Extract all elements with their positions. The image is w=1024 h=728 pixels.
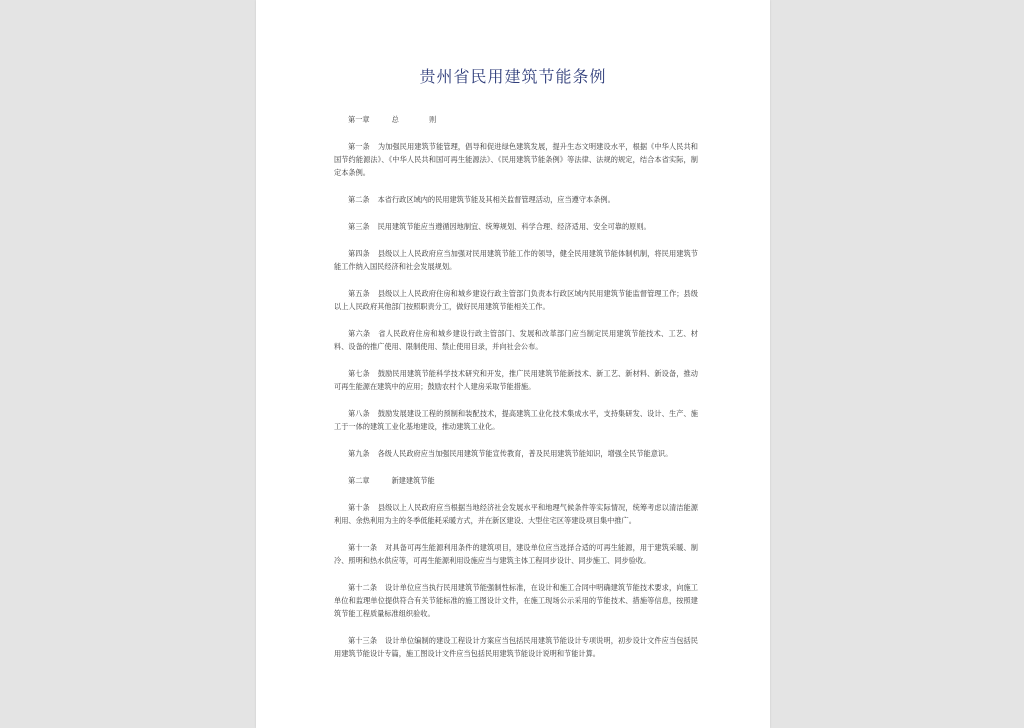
article-number: 第五条 bbox=[348, 289, 370, 298]
article-text: 本省行政区域内的民用建筑节能及其相关监督管理活动，应当遵守本条例。 bbox=[377, 195, 615, 204]
article bbox=[334, 541, 698, 567]
article-number: 第六条 bbox=[348, 329, 371, 338]
article-text: 鼓励发展建设工程的预制和装配技术，提高建筑工业化技术集成水平，支持集研发、设计、生产、施工于一体的建筑工业化基地建设，推动建筑工业化。 bbox=[334, 409, 698, 431]
document-page bbox=[256, 0, 770, 728]
article-number: 第九条 bbox=[348, 449, 370, 458]
document-title: 贵州省民用建筑节能条例 bbox=[419, 67, 607, 86]
article-text: 各级人民政府应当加强民用建筑节能宣传教育，普及民用建筑节能知识，增强全民节能意识。 bbox=[377, 449, 673, 458]
article bbox=[334, 247, 698, 273]
article bbox=[334, 407, 698, 433]
article-number: 第十三条 bbox=[348, 636, 378, 645]
article-number: 第十二条 bbox=[348, 583, 378, 592]
article bbox=[334, 327, 698, 353]
chapter-name: 总 则 bbox=[391, 115, 451, 124]
article-number: 第七条 bbox=[348, 369, 370, 378]
article-number: 第一条 bbox=[348, 142, 370, 151]
article bbox=[334, 287, 698, 313]
article-text: 设计单位编制的建设工程设计方案应当包括民用建筑节能设计专项说明，初步设计文件应当包括民用建筑节能设计专篇，施工图设计文件应当包括民用建筑节能设计说明和节能计算。 bbox=[334, 636, 698, 658]
article-text: 县级以上人民政府应当根据当地经济社会发展水平和地理气候条件等实际情况，统筹考虑以清洁能源利用、余热利用为主的冬季低能耗采暖方式，并在新区建设、大型住宅区等建设项目集中推广。 bbox=[334, 503, 698, 525]
article-number: 第二条 bbox=[348, 195, 370, 204]
article-number: 第十一条 bbox=[348, 543, 378, 552]
article-text: 县级以上人民政府住房和城乡建设行政主管部门负责本行政区域内民用建筑节能监督管理工作；县级以上人民政府其他部门按照职责分工，做好民用建筑节能相关工作。 bbox=[334, 289, 698, 311]
chapter-name: 新建建筑节能 bbox=[391, 476, 435, 485]
article bbox=[334, 634, 698, 660]
chapter-label: 第二章 bbox=[348, 476, 370, 485]
article bbox=[334, 140, 698, 179]
article-text: 为加强民用建筑节能管理，倡导和促进绿色建筑发展，提升生态文明建设水平，根据《中华人民共和国节约能源法》、《中华人民共和国可再生能源法》、《民用建筑节能条例》等法律、法规的规定，结合本省实际，制定本条例。 bbox=[334, 142, 698, 177]
article-text: 设计单位应当执行民用建筑节能强制性标准，在设计和施工合同中明确建筑节能技术要求，向施工单位和监理单位提供符合有关节能标准的施工图设计文件，在施工现场公示采用的节能技术、措施等信息，按照建筑节能工程质量标准组织验收。 bbox=[334, 583, 698, 618]
article-text: 省人民政府住房和城乡建设行政主管部门、发展和改革部门应当制定民用建筑节能技术、工艺、材料、设备的推广使用、限制使用、禁止使用目录，并向社会公布。 bbox=[334, 329, 698, 351]
article-number: 第三条 bbox=[348, 222, 370, 231]
chapter-label: 第一章 bbox=[348, 115, 370, 124]
article bbox=[334, 220, 698, 233]
article-text: 县级以上人民政府应当加强对民用建筑节能工作的领导，健全民用建筑节能体制机制，将民用建筑节能工作纳入国民经济和社会发展规划。 bbox=[334, 249, 698, 271]
article bbox=[334, 193, 698, 206]
chapter-heading bbox=[348, 113, 698, 126]
article-text: 民用建筑节能应当遵循因地制宜、统筹规划、科学合理、经济适用、安全可靠的原则。 bbox=[377, 222, 651, 231]
article-number: 第四条 bbox=[348, 249, 370, 258]
article-number: 第八条 bbox=[348, 409, 370, 418]
article bbox=[334, 367, 698, 393]
document-body bbox=[334, 113, 698, 674]
article-text: 对具备可再生能源利用条件的建筑项目，建设单位应当选择合适的可再生能源，用于建筑采暖、制冷、照明和热水供应等，可再生能源利用设施应当与建筑主体工程同步设计、同步施工、同步验收。 bbox=[334, 543, 698, 565]
article-text: 鼓励民用建筑节能科学技术研究和开发，推广民用建筑节能新技术、新工艺、新材料、新设备，推动可再生能源在建筑中的应用；鼓励农村个人建房采取节能措施。 bbox=[334, 369, 698, 391]
article bbox=[334, 581, 698, 620]
article-number: 第十条 bbox=[348, 503, 370, 512]
article bbox=[334, 501, 698, 527]
chapter-heading bbox=[348, 474, 698, 487]
article bbox=[334, 447, 698, 460]
